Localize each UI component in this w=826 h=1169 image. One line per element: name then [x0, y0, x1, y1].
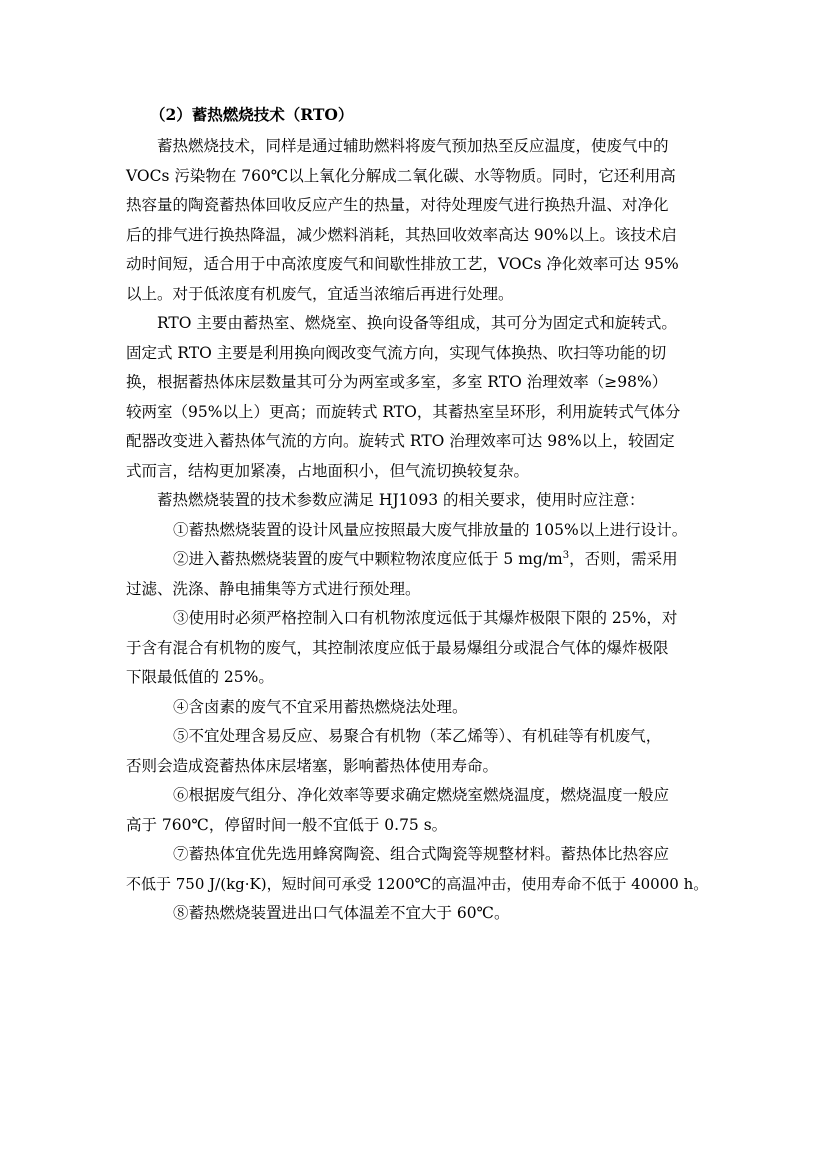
- text-line: 蓄热燃烧装置的技术参数应满足 HJ1093 的相关要求，使用时应注意：: [157, 491, 645, 509]
- paragraph-rto-types: [126, 309, 714, 486]
- text-line: 热容量的陶瓷蓄热体回收反应产生的热量，对待处理废气进行换热升温、对净化: [126, 196, 669, 214]
- text-line: 后的排气进行换热降温，减少燃料消耗，其热回收效率高达 90%以上。该技术启: [126, 225, 677, 244]
- text-line: 换，根据蓄热体床层数量其可分为两室或多室，多室 RTO 治理效率（≥98%）: [126, 373, 668, 391]
- text-segment: ，否则，需采用: [569, 550, 678, 568]
- text-line: 较两室（95%以上）更高；而旋转式 RTO，其蓄热室呈环形，利用旋转式气体分: [126, 402, 681, 421]
- requirement-item-3: [126, 604, 714, 693]
- requirement-item-6: [126, 781, 714, 840]
- text-line: ⑤不宜处理含易反应、易聚合有机物（苯乙烯等）、有机硅等有机废气，: [173, 727, 662, 745]
- text-line: 于含有混合有机物的废气，其控制浓度应低于最易爆组分或混合气体的爆炸极限: [126, 638, 669, 657]
- text-line: 蓄热燃烧技术，同样是通过辅助燃料将废气预加热至反应温度，使废气中的: [157, 137, 669, 155]
- text-line: 动时间短，适合用于中高浓度废气和间歇性排放工艺，VOCs 净化效率可达 95%: [126, 255, 679, 273]
- document-page: [126, 98, 714, 929]
- text-line: VOCs 污染物在 760℃以上氧化分解成二氧化碳、水等物质。同时，它还利用高: [126, 166, 676, 185]
- requirement-item-1: [126, 516, 714, 546]
- text-line: RTO 主要由蓄热室、燃烧室、换向设备等组成，其可分为固定式和旋转式。: [157, 314, 677, 332]
- text-line: 式而言，结构更加紧凑，占地面积小，但气流切换较复杂。: [126, 461, 530, 480]
- paragraph-requirements-intro: [126, 486, 714, 516]
- text-line: ⑥根据废气组分、净化效率等要求确定燃烧室燃烧温度，燃烧温度一般应: [173, 786, 670, 804]
- requirement-item-2: [126, 545, 714, 604]
- text-line: ④含卤素的废气不宜采用蓄热燃烧法处理。: [173, 697, 468, 716]
- text-line: [126, 545, 714, 575]
- requirement-item-7: [126, 840, 714, 899]
- requirement-item-8: [126, 899, 714, 929]
- text-line: 不低于 750 J/(kg·K)，短时间可承受 1200℃的高温冲击，使用寿命不低于 40000 h。: [126, 874, 709, 893]
- text-line: 以上。对于低浓度有机废气，宜适当浓缩后再进行处理。: [126, 284, 514, 303]
- text-line: ⑧蓄热燃烧装置进出口气体温差不宜大于 60℃。: [173, 904, 510, 922]
- requirement-item-4: [126, 693, 714, 723]
- text-line: ③使用时必须严格控制入口有机物浓度远低于其爆炸极限下限的 25%，对: [173, 609, 678, 627]
- text-line: 高于 760℃，停留时间一般不宜低于 0.75 s。: [126, 815, 448, 834]
- superscript: 3: [562, 550, 570, 561]
- text-line: 配器改变进入蓄热体气流的方向。旋转式 RTO 治理效率可达 98%以上，较固定: [126, 432, 675, 450]
- paragraph-rto-principle: [126, 132, 714, 309]
- text-line: 固定式 RTO 主要是利用换向阀改变气流方向，实现气体换热、吹扫等功能的切: [126, 343, 667, 362]
- text-line: 过滤、洗涤、静电捕集等方式进行预处理。: [126, 579, 421, 598]
- text-line: ⑦蓄热体宜优先选用蜂窝陶瓷、组合式陶瓷等规整材料。蓄热体比热容应: [173, 845, 670, 863]
- text-segment: ②进入蓄热燃烧装置的废气中颗粒物浓度应低于 5 mg/m: [173, 550, 563, 568]
- text-line: 否则会造成瓷蓄热体床层堵塞，影响蓄热体使用寿命。: [126, 756, 499, 775]
- text-line: ①蓄热燃烧装置的设计风量应按照最大废气排放量的 105%以上进行设计。: [173, 520, 688, 539]
- section-heading: （2）蓄热燃烧技术（RTO）: [150, 105, 354, 124]
- requirement-item-5: [126, 722, 714, 781]
- text-line: 下限最低值的 25%。: [126, 668, 274, 686]
